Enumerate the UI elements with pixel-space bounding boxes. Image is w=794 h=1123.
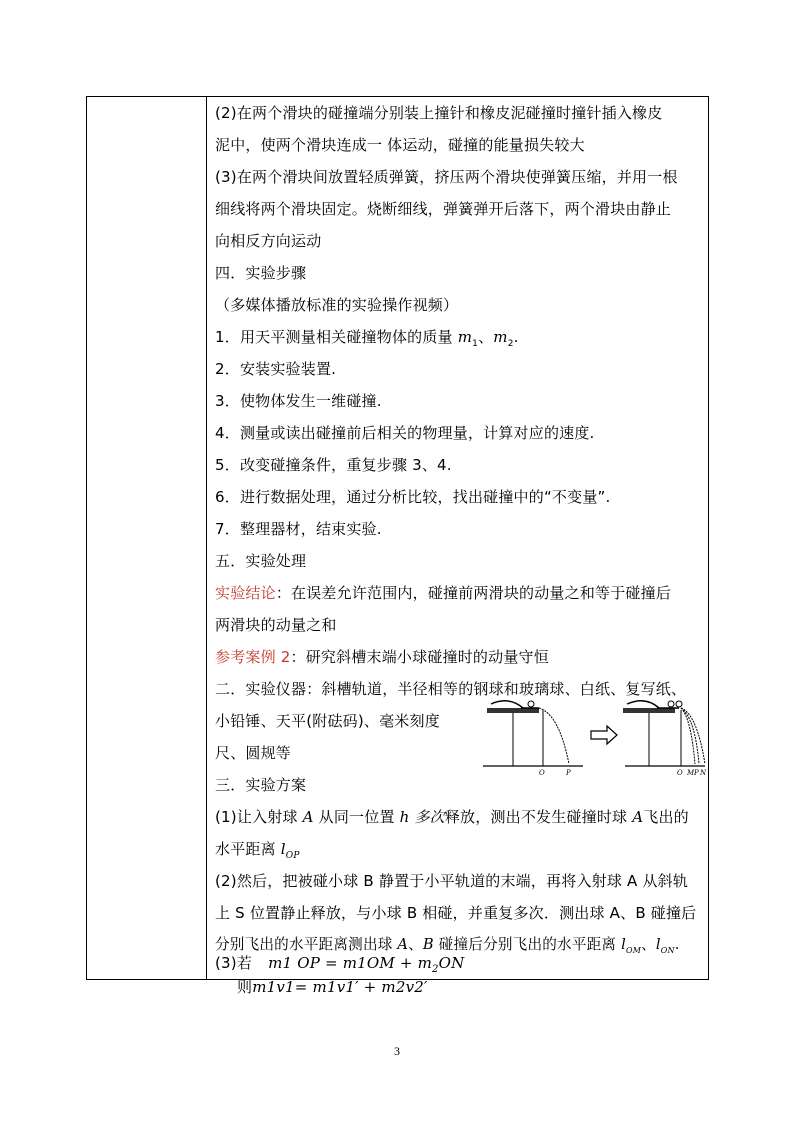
ball-a: A	[302, 808, 314, 826]
plan-2-text: 碰撞后分别飞出的水平距离	[433, 936, 622, 953]
step-5: 5．改变碰撞条件，重复步骤 3、4.	[215, 456, 452, 474]
step-1	[215, 327, 519, 354]
plan-3-label: (3)若	[215, 954, 253, 972]
velocity-equation: m1v1= m1v1′ + m2v2′	[252, 978, 428, 996]
section-5-heading: 五．实验处理	[215, 552, 307, 570]
plan-1-line-2	[215, 839, 300, 866]
section-3-heading: 三．实验方案	[215, 776, 307, 794]
plan-1-text: 飞出的	[643, 808, 689, 826]
momentum-equation: m1 OP = m1OM + m	[268, 954, 433, 972]
arrow-icon	[591, 726, 617, 744]
plan-1-text: (1)让入射球	[215, 808, 303, 826]
step-4: 4．测量或读出碰撞前后相关的物理量，计算对应的速度.	[215, 424, 595, 442]
section-4-heading: 四．实验步骤	[215, 264, 307, 282]
m-symbol: m	[493, 328, 508, 346]
plan-2: (2)然后，把被碰小球 B 静置于小平轨道的末端，再将入射球 A 从斜轨	[215, 872, 689, 890]
momentum-equation-tail: ON	[438, 954, 465, 972]
instruments-line-3: 尺、圆规等	[215, 744, 292, 762]
apparatus-with-collision	[623, 701, 707, 777]
separator: 、	[641, 936, 656, 953]
op-subscript: OP	[285, 851, 300, 861]
label-o: O	[677, 769, 683, 777]
h-repeat: h 多次	[399, 808, 445, 826]
label-p: P	[694, 769, 699, 777]
column-divider	[206, 97, 207, 979]
line-4: 细线将两个滑块固定。烧断细线，弹簧弹开后落下，两个滑块由静止	[215, 200, 672, 218]
conclusion-label: 实验结论	[215, 584, 276, 602]
step-2: 2．安装实验装置.	[215, 360, 337, 378]
collision-apparatus-figure	[483, 694, 705, 776]
case-2-text: ：研究斜槽末端小球碰撞时的动量守恒	[290, 648, 549, 666]
l-symbol: l	[280, 840, 286, 858]
plan-3	[215, 953, 464, 980]
velocity-equation-line	[237, 977, 428, 997]
ball-a: A	[632, 808, 644, 826]
apparatus-without-collision	[483, 701, 583, 777]
line-5: 向相反方向运动	[215, 232, 322, 250]
l-symbol: l	[655, 936, 661, 953]
ball-b: B	[422, 936, 434, 953]
plan-1-text: 从同一位置	[313, 808, 400, 826]
plan-2-line-2: 上 S 位置静止释放，与小球 B 相碰，并重复多次．测出球 A、B 碰撞后	[215, 904, 697, 922]
label-m: M	[687, 769, 695, 777]
conclusion-line-2: 两滑块的动量之和	[215, 616, 337, 634]
step-1-text: 1．用天平测量相关碰撞物体的质量	[215, 328, 458, 346]
section-2-heading: 二．实验仪器：斜槽轨道，半径相等的钢球和玻璃球、白纸、复写纸、	[215, 680, 687, 698]
instruments-line-2: 小铅锤、天平(附砝码)、毫米刻度	[215, 712, 440, 730]
ball-a: A	[397, 936, 409, 953]
label-o: O	[539, 769, 545, 777]
step-3: 3．使物体发生一维碰撞.	[215, 392, 382, 410]
plan-1-text: 水平距离	[215, 840, 281, 858]
m-subscript: 1	[472, 339, 479, 349]
l-symbol: l	[621, 936, 626, 953]
separator: 、	[478, 328, 494, 346]
page-number: 3	[394, 1044, 400, 1058]
period: .	[513, 328, 519, 346]
case-2-label: 参考案例 2	[215, 648, 291, 666]
step-7: 7．整理器材，结束实验.	[215, 520, 382, 538]
om-subscript: OM	[625, 945, 642, 955]
plan-2-text: 分别飞出的水平距离测出球	[215, 936, 398, 953]
label-p: P	[566, 769, 571, 777]
conclusion-text: ：在误差允许范围内，碰撞前两滑块的动量之和等于碰撞后	[275, 584, 672, 602]
plan-1	[215, 807, 689, 827]
period: .	[674, 936, 680, 953]
m-symbol: m	[457, 328, 473, 346]
line-1: (2)在两个滑块的碰撞端分别装上撞针和橡皮泥碰撞时撞针插入橡皮	[215, 104, 663, 122]
m-subscript: 2	[507, 339, 514, 349]
then-label: 则	[237, 978, 253, 996]
case-2-line	[215, 647, 549, 667]
m-subscript: 2	[432, 964, 439, 975]
plan-1-text: 释放，测出不发生碰撞时球	[444, 808, 633, 826]
content-table	[86, 96, 709, 996]
line-2: 泥中，使两个滑块连成一 体运动，碰撞的能量损失较大	[215, 136, 585, 154]
label-n: N	[700, 769, 707, 777]
line-3: (3)在两个滑块间放置轻质弹簧，挤压两个滑块使弹簧压缩，并用一根	[215, 168, 678, 186]
step-6: 6．进行数据处理，通过分析比较，找出碰撞中的“不变量”.	[215, 488, 611, 506]
conclusion-line	[215, 583, 671, 603]
on-subscript: ON	[660, 945, 675, 955]
separator: 、	[408, 936, 423, 953]
line-7: （多媒体播放标准的实验操作视频）	[215, 296, 459, 314]
